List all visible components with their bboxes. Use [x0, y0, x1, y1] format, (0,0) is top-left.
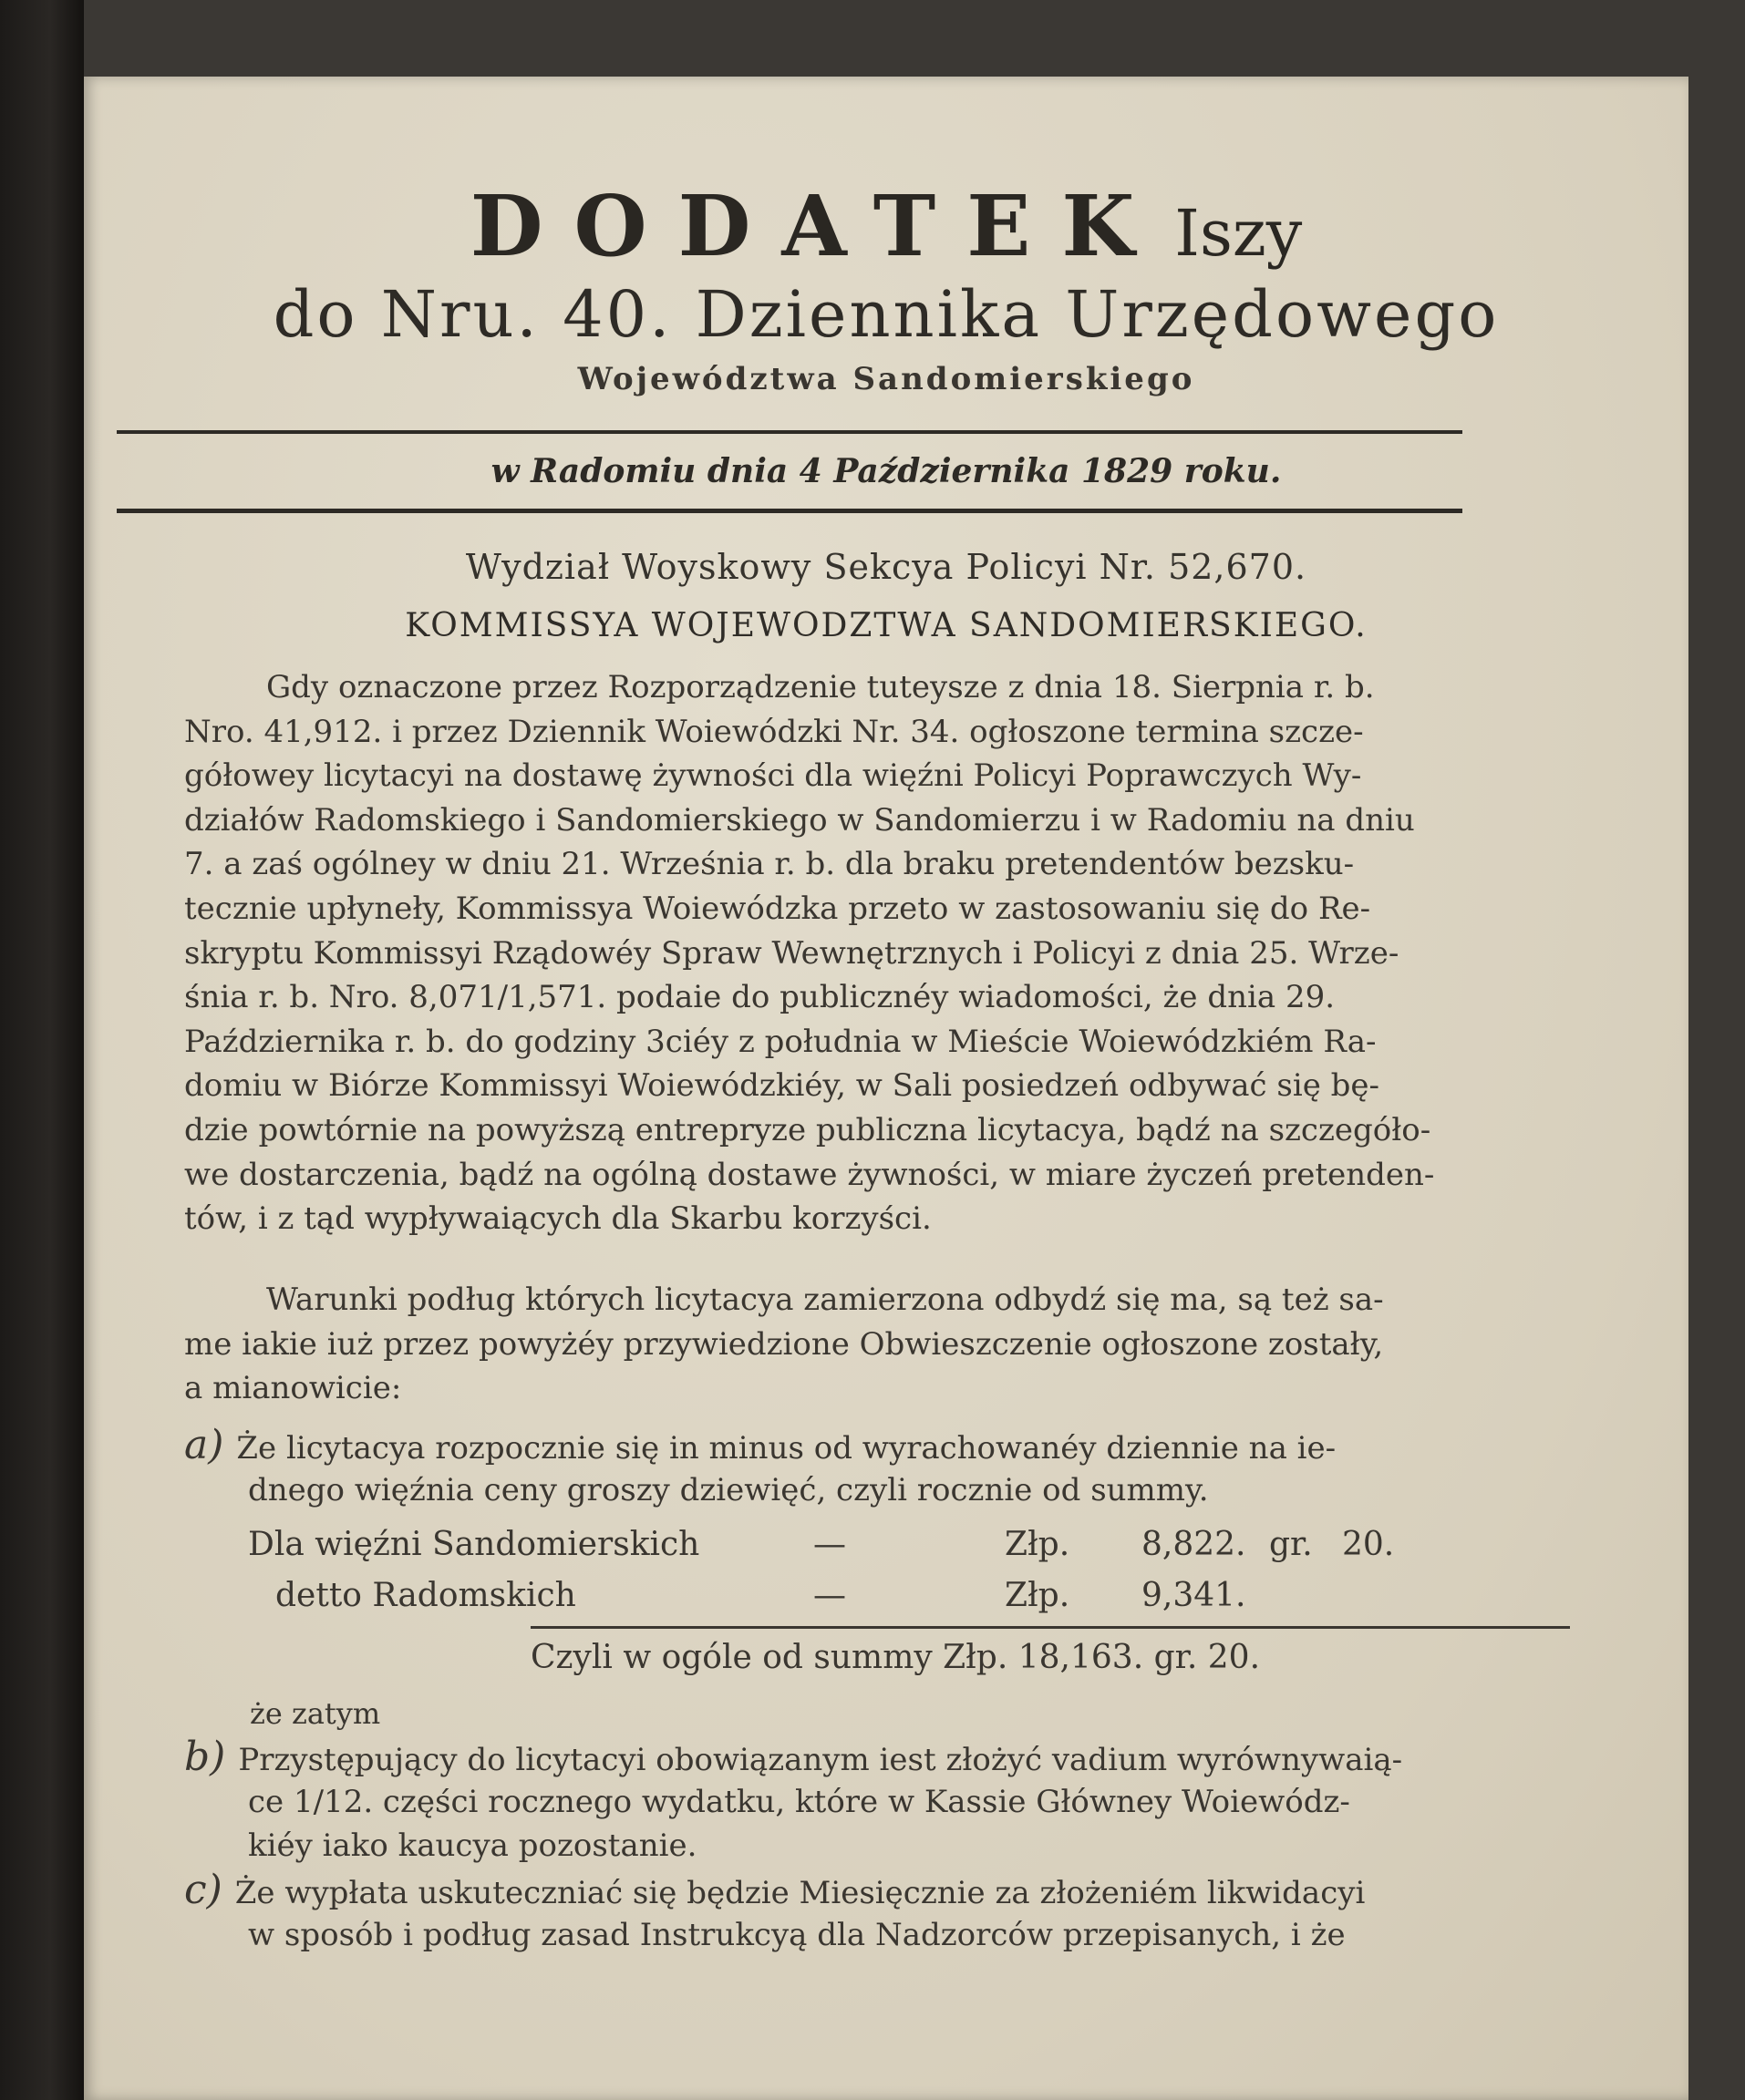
text-line: gółowey licytacyi na dostawę żywności dla więźni Policyi Poprawczych Wy- [184, 757, 1362, 795]
row-dash: — [813, 1526, 846, 1563]
row-currency: Złp. [1005, 1526, 1070, 1563]
text-line: kiéy iako kaucya pozostanie. [248, 1827, 697, 1865]
row-amount: 9,341. [1141, 1577, 1246, 1614]
item-marker: c) [184, 1868, 235, 1913]
commission-heading: KOMMISSYA WOJEWODZTWA SANDOMIERSKIEGO. [405, 607, 1368, 644]
sum-rule [531, 1626, 1570, 1629]
text-line: Gdy oznaczone przez Rozporządzenie tuteysze z dnia 18. Sierpnia r. b. [266, 669, 1375, 705]
text-line: tecznie upłyneły, Kommissya Woiewódzka przeto w zastosowaniu się do Re- [184, 890, 1371, 927]
text-line: dzie powtórnie na powyższą entrepryze publiczna licytacya, bądź na szczegóło- [184, 1111, 1431, 1148]
paragraph-1 [184, 665, 1588, 1241]
row-gr: 20. [1342, 1526, 1395, 1563]
department-heading: Wydział Woyskowy Sekcya Policyi Nr. 52,670. [465, 547, 1307, 587]
item-text: Że wypłata uskuteczniać się będzie Miesięcznie za złożeniém likwidacyi [234, 1875, 1366, 1911]
text-line: ce 1/12. części rocznego wydatku, które w Kassie Główney Woiewódz- [248, 1783, 1350, 1820]
text-line: me iakie iuż przez powyżéy przywiedzione Obwieszczenie ogłoszone zostały, [184, 1325, 1384, 1363]
text-line [184, 1868, 1588, 1913]
text-line: śnia r. b. Nro. 8,071/1,571. podaie do publicznéy wiadomości, że dnia 29. [184, 979, 1336, 1016]
masthead-voivodeship: Województwa Sandomierskiego [577, 361, 1195, 397]
text-line [184, 1424, 1588, 1468]
row-currency: Złp. [1005, 1577, 1070, 1614]
masthead-subtitle: do Nru. 40. Dziennika Urzędowego [273, 277, 1500, 352]
row-gr-label: gr. [1269, 1526, 1313, 1563]
text-line: a mianowicie: [184, 1370, 402, 1407]
item-b-pre: że zatym [250, 1696, 381, 1731]
document-page [84, 77, 1688, 2100]
title-issue-suffix: Iszy [1174, 196, 1303, 271]
text-line: Nro. 41,912. i przez Dziennik Woiewódzki Nr. 34. ogłoszone termina szcze- [184, 713, 1364, 750]
text-line [184, 1735, 1588, 1780]
text-line: Października r. b. do godziny 3ciéy z południa w Mieście Woiewódzkiém Ra- [184, 1023, 1377, 1060]
item-marker: a) [184, 1424, 237, 1468]
book-binding [0, 0, 84, 2100]
item-text: Że licytacya rozpocznie się in minus od wyrachowanéy dziennie na ie- [236, 1430, 1337, 1467]
text-line: Warunki podług których licytacya zamierzona odbydź się ma, są też sa- [266, 1282, 1384, 1318]
text-line: działów Radomskiego i Sandomierskiego w Sandomierzu i w Radomiu na dniu [184, 801, 1415, 839]
row-amount: 8,822. [1141, 1526, 1246, 1563]
text-line: domiu w Biórze Kommissyi Woiewódzkiéy, w Sali posiedzeń odbywać się bę- [184, 1067, 1380, 1105]
text-line: w sposób i podług zasad Instrukcyą dla Nadzorców przepisanych, i że [248, 1916, 1346, 1953]
row-label: Dla więźni Sandomierskich [248, 1526, 700, 1563]
item-marker: b) [184, 1735, 239, 1780]
bottom-rule [117, 509, 1462, 513]
text-line: skryptu Kommissyi Rządowéy Spraw Wewnętrznych i Policyi z dnia 25. Wrze- [184, 934, 1399, 972]
title-dodatek: DODATEK [470, 177, 1166, 275]
table-total: Czyli w ogóle od summy Złp. 18,163. gr. 20. [531, 1639, 1261, 1676]
top-rule [117, 430, 1462, 434]
text-line: we dostarczenia, bądź na ogólną dostawe żywności, w miare życzeń pretenden- [184, 1156, 1435, 1193]
item-c [184, 1868, 1588, 1957]
row-dash: — [813, 1577, 846, 1614]
item-text: Przystępujący do licytacyi obowiązanym iest złożyć vadium wyrównywaią- [238, 1742, 1403, 1778]
paragraph-2 [184, 1278, 1588, 1411]
item-b [184, 1735, 1588, 1868]
text-line: tów, i z tąd wypływaiących dla Skarbu korzyści. [184, 1200, 932, 1238]
item-a [184, 1424, 1588, 1512]
text-line: dnego więźnia ceny groszy dziewięć, czyli rocznie od summy. [248, 1471, 1209, 1508]
dateline: w Radomiu dnia 4 Października 1829 roku. [490, 452, 1282, 490]
masthead-title [84, 177, 1688, 275]
text-line: 7. a zaś ogólney w dniu 21. Września r. b. dla braku pretendentów bezsku- [184, 846, 1355, 883]
row-label: detto Radomskich [275, 1577, 576, 1614]
